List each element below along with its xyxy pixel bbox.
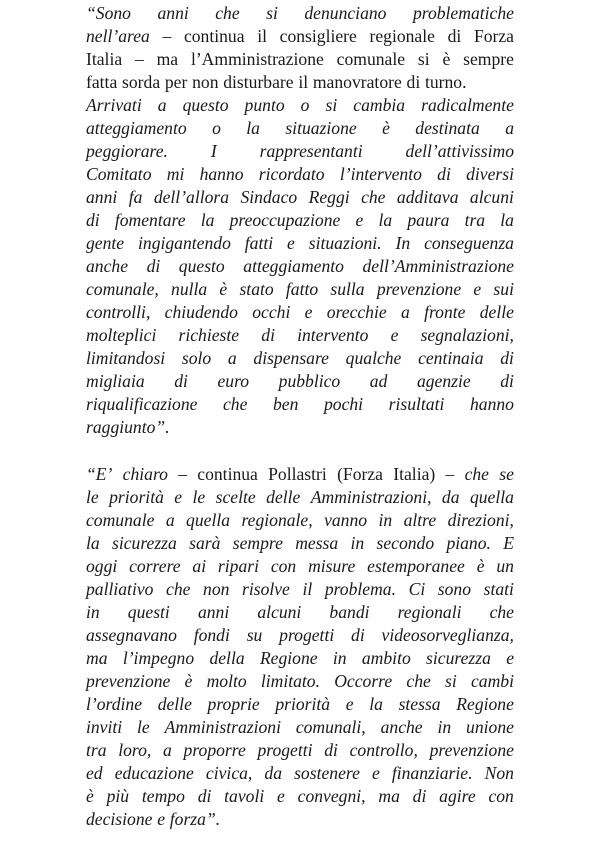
word: sempre	[463, 49, 514, 69]
word: pubblico	[278, 371, 341, 391]
word: –	[178, 464, 188, 484]
text-line	[86, 2, 514, 25]
word: progetti	[257, 740, 313, 760]
word: di	[146, 256, 161, 276]
text-line	[86, 762, 514, 785]
word: proporre	[183, 740, 246, 760]
word: –	[134, 49, 144, 69]
word: Reggi	[308, 187, 350, 207]
text-line	[86, 601, 514, 624]
word: ed	[86, 763, 103, 783]
word: fronte	[424, 302, 466, 322]
word: di	[500, 371, 514, 391]
paragraph-quote-2	[86, 463, 514, 831]
word: anche	[86, 256, 129, 276]
text-line	[86, 532, 514, 555]
word: regionale	[369, 26, 435, 46]
word: situazione	[285, 118, 357, 138]
word: che	[489, 602, 514, 622]
word: atteggiamento	[243, 256, 344, 276]
word: Arrivati	[86, 95, 142, 115]
word: che	[215, 3, 240, 23]
word: disturbare	[223, 72, 294, 92]
word: limitandosi	[86, 348, 166, 368]
word: un	[496, 556, 514, 576]
word: hanno	[469, 394, 514, 414]
text-line	[86, 163, 514, 186]
word: fa	[128, 187, 143, 207]
word: bandi	[329, 602, 370, 622]
word: radicalmente	[421, 95, 514, 115]
text-line	[86, 486, 514, 509]
word: occhi	[252, 302, 291, 322]
word: di	[500, 348, 514, 368]
word: Regione	[259, 648, 318, 668]
word: messa	[295, 533, 339, 553]
word: o	[212, 118, 221, 138]
word: delle	[266, 487, 301, 507]
word: forza”.	[169, 809, 221, 829]
word: limitato.	[260, 671, 320, 691]
word: tavoli	[224, 786, 265, 806]
word: Amministrazioni,	[310, 487, 432, 507]
word: di	[197, 786, 212, 806]
word: di	[261, 325, 275, 345]
word: il	[298, 72, 309, 92]
word: con	[270, 556, 297, 576]
word: le	[137, 717, 150, 737]
word: non	[203, 579, 230, 599]
word: e	[506, 648, 514, 668]
word: problema.	[324, 579, 396, 599]
word: di	[351, 625, 365, 645]
word: in	[86, 602, 100, 622]
word: Italia	[86, 49, 123, 69]
word: e	[355, 210, 364, 230]
word: inviti	[86, 717, 123, 737]
word: delle	[157, 694, 192, 714]
word: loro,	[118, 740, 152, 760]
word: ripari	[217, 556, 259, 576]
text-line	[86, 647, 514, 670]
word: da	[264, 763, 282, 783]
word: e	[287, 233, 295, 253]
word: In	[395, 233, 411, 253]
word: che	[166, 579, 191, 599]
word: si	[417, 49, 430, 69]
word: dispensare	[253, 348, 329, 368]
word: continua	[197, 464, 258, 484]
word: dell’Amministrazione	[362, 256, 514, 276]
word: regionale,	[241, 510, 313, 530]
word: orecchie	[326, 302, 387, 322]
text-line	[86, 347, 514, 370]
word: misure	[308, 556, 356, 576]
word: I	[210, 141, 217, 161]
word: riqualificazione	[86, 394, 198, 414]
word: cambi	[470, 671, 514, 691]
word: palliativo	[86, 579, 154, 599]
word: per	[164, 72, 188, 92]
word: molto	[206, 671, 247, 691]
word: è	[184, 671, 193, 691]
text-line	[86, 555, 514, 578]
word: l’Amministrazione	[190, 49, 324, 69]
word: di	[447, 26, 462, 46]
word: in	[332, 648, 347, 668]
word: la	[200, 210, 215, 230]
word: correre	[129, 556, 181, 576]
word: fondi	[193, 625, 230, 645]
word: tra	[86, 740, 107, 760]
text-line	[86, 808, 514, 831]
word: mi	[166, 164, 185, 184]
text-line	[86, 670, 514, 693]
word: sono	[437, 579, 472, 599]
word: sorda	[122, 72, 161, 92]
word: fatta	[86, 72, 118, 92]
word: e	[390, 325, 399, 345]
word: –	[445, 464, 455, 484]
word: decisione	[86, 809, 153, 829]
word: regionali	[397, 602, 462, 622]
word: in	[378, 510, 393, 530]
word: questo	[182, 95, 229, 115]
word: stato	[239, 279, 274, 299]
word: Italia)	[393, 464, 436, 484]
word: questo	[178, 256, 225, 276]
word: fomentare	[114, 210, 186, 230]
word: priorità	[275, 694, 331, 714]
word: priorità	[109, 487, 164, 507]
word: e	[304, 302, 313, 322]
word: pochi	[323, 394, 364, 414]
word: anni	[157, 3, 189, 23]
word: si	[445, 671, 457, 691]
word: E	[503, 533, 514, 553]
word: –	[162, 26, 172, 46]
word: atteggiamento	[86, 118, 187, 138]
word: prevenzione	[429, 740, 514, 760]
word: solo	[181, 348, 212, 368]
word: ai	[192, 556, 207, 576]
word: cambia	[353, 95, 406, 115]
word: le	[86, 487, 99, 507]
word: ma	[86, 648, 108, 668]
text-line	[86, 393, 514, 416]
word: e	[473, 279, 482, 299]
word: che	[406, 671, 431, 691]
word: alcuni	[257, 602, 302, 622]
word: o	[300, 95, 310, 115]
word: questi	[127, 602, 170, 622]
text-line	[86, 785, 514, 808]
word: se	[499, 464, 514, 484]
word: è	[382, 118, 390, 138]
word: conseguenza	[424, 233, 514, 253]
word: sicurezza	[111, 533, 177, 553]
word: controlli,	[86, 302, 151, 322]
word: è	[442, 49, 451, 69]
word: che	[361, 187, 386, 207]
word: “Sono	[86, 3, 131, 23]
word: problematiche	[412, 3, 514, 23]
word: denunciano	[304, 3, 387, 23]
word: secondo	[376, 533, 435, 553]
word: proprie	[207, 694, 260, 714]
word: tra	[464, 210, 486, 230]
word: continua	[183, 26, 245, 46]
text-line	[86, 232, 514, 255]
text-line	[86, 624, 514, 647]
word: sicurezza	[426, 648, 491, 668]
word: oggi	[86, 556, 118, 576]
word: ingigantendo	[138, 233, 231, 253]
word: agire	[439, 786, 476, 806]
word: prevenzione	[86, 671, 171, 691]
text-line	[86, 94, 514, 117]
word: alcuni	[469, 187, 514, 207]
word: risultati	[388, 394, 445, 414]
word: di	[412, 786, 427, 806]
text-line	[86, 739, 514, 762]
word: finanziarie.	[391, 763, 473, 783]
text-line	[86, 255, 514, 278]
word: “E’	[86, 464, 113, 484]
word: consigliere	[279, 26, 357, 46]
text-line	[86, 117, 514, 140]
word: anni	[86, 187, 118, 207]
word: peggiorare.	[86, 141, 168, 161]
word: si	[266, 3, 278, 23]
word: Regione	[456, 694, 514, 714]
word: Pollastri	[268, 464, 327, 484]
word: sui	[493, 279, 514, 299]
word: scelte	[215, 487, 256, 507]
word: Sindaco	[240, 187, 298, 207]
word: in	[350, 533, 365, 553]
word: ambito	[361, 648, 411, 668]
word: ben	[273, 394, 299, 414]
text-line	[86, 48, 514, 71]
word: situazioni.	[308, 233, 382, 253]
word: intervento	[297, 325, 369, 345]
word: della	[209, 648, 245, 668]
word: la	[369, 694, 383, 714]
word: preoccupazione	[229, 210, 341, 230]
word: stati	[483, 579, 514, 599]
word: a	[165, 510, 175, 530]
word: l’ordine	[86, 694, 143, 714]
word: e	[277, 786, 285, 806]
word: Forza	[473, 26, 514, 46]
word: di	[174, 371, 188, 391]
word: altre	[403, 510, 437, 530]
word: il	[302, 579, 313, 599]
word: di	[86, 210, 100, 230]
text-line	[86, 209, 514, 232]
word: chiudendo	[164, 302, 238, 322]
word: in	[437, 717, 452, 737]
word: segnalazioni,	[420, 325, 514, 345]
text-line	[86, 186, 514, 209]
word: quella	[469, 487, 514, 507]
word: che	[464, 464, 489, 484]
word: convegni,	[297, 786, 366, 806]
word: sulla	[330, 279, 365, 299]
word: manovratore	[312, 72, 402, 92]
word: chiaro	[122, 464, 168, 484]
word: educazione	[114, 763, 194, 783]
word: ad	[369, 371, 388, 391]
word: non	[192, 72, 219, 92]
word: stessa	[398, 694, 441, 714]
word: di	[324, 740, 338, 760]
word: e	[157, 809, 166, 829]
word: Occorre	[334, 671, 393, 691]
text-line	[86, 509, 514, 532]
word: Ci	[408, 579, 426, 599]
word: da	[441, 487, 460, 507]
word: ma	[378, 786, 400, 806]
word: raggiunto”.	[86, 417, 170, 437]
word: delle	[479, 302, 514, 322]
word: Non	[484, 763, 514, 783]
word: agenzie	[416, 371, 471, 391]
word: si	[325, 95, 338, 115]
text-line	[86, 416, 514, 439]
word: dell’attivissimo	[405, 141, 514, 161]
text-line	[86, 324, 514, 347]
word: sostenere	[294, 763, 360, 783]
word: il	[257, 26, 267, 46]
text-line	[86, 370, 514, 393]
word: dell’allora	[153, 187, 230, 207]
text-line	[86, 140, 514, 163]
word: sarà	[189, 533, 221, 553]
word: migliaia	[86, 371, 145, 391]
word: nell’area	[86, 26, 150, 46]
word: è	[476, 556, 485, 576]
word: su	[246, 625, 263, 645]
word: estemporanee	[367, 556, 465, 576]
word: centinaia	[418, 348, 484, 368]
text-line	[86, 716, 514, 739]
word: turno.	[424, 72, 467, 92]
text-line	[86, 693, 514, 716]
word: additava	[396, 187, 459, 207]
word: paura	[407, 210, 450, 230]
word: anni	[197, 602, 230, 622]
word: di	[406, 72, 421, 92]
word: e	[371, 763, 380, 783]
word: richieste	[178, 325, 240, 345]
word: e	[345, 694, 354, 714]
text-line	[86, 278, 514, 301]
word: quella	[186, 510, 231, 530]
word: molteplici	[86, 325, 157, 345]
word: a	[227, 348, 237, 368]
word: è	[219, 279, 228, 299]
word: qualche	[345, 348, 402, 368]
word: comunale	[86, 510, 155, 530]
word: ma	[156, 49, 179, 69]
word: di	[437, 164, 451, 184]
word: nulla	[171, 279, 208, 299]
word: con	[488, 786, 514, 806]
text-line	[86, 25, 514, 48]
text-line	[86, 578, 514, 601]
word: anche	[380, 717, 423, 737]
text-line	[86, 463, 514, 486]
word: la	[378, 210, 393, 230]
word: comunale	[336, 49, 406, 69]
word: l’impegno	[122, 648, 195, 668]
word: a	[400, 302, 410, 322]
word: e	[174, 487, 183, 507]
word: assegnavano	[86, 625, 177, 645]
word: tempo	[141, 786, 185, 806]
word: destinata	[415, 118, 480, 138]
word: la	[500, 210, 514, 230]
paragraph-quote-1	[86, 2, 514, 439]
word: la	[86, 533, 100, 553]
word: prevenzione	[376, 279, 462, 299]
word: risolve	[241, 579, 290, 599]
word: punto	[244, 95, 285, 115]
word: fatto	[285, 279, 319, 299]
word: gente	[86, 233, 125, 253]
word: (Forza	[337, 464, 383, 484]
word: sempre	[232, 533, 283, 553]
word: la	[246, 118, 260, 138]
word: civica,	[205, 763, 253, 783]
word: le	[192, 487, 206, 507]
word: rappresentanti	[259, 141, 363, 161]
word: videosorveglianza,	[381, 625, 514, 645]
word: Comitato	[86, 164, 152, 184]
word: diversi	[466, 164, 514, 184]
word: più	[106, 786, 130, 806]
word: ricordato	[258, 164, 325, 184]
word: a	[163, 740, 172, 760]
word: a	[505, 118, 514, 138]
text-line	[86, 301, 514, 324]
word: comunali,	[295, 717, 366, 737]
word: euro	[217, 371, 250, 391]
word: piano.	[446, 533, 491, 553]
word: unione	[466, 717, 514, 737]
word: è	[86, 786, 94, 806]
word: che	[223, 394, 248, 414]
word: fatti	[244, 233, 274, 253]
word: hanno	[199, 164, 244, 184]
text-line	[86, 71, 514, 94]
word: Amministrazioni	[164, 717, 281, 737]
word: l’intervento	[339, 164, 422, 184]
word: comunale,	[86, 279, 159, 299]
word: direzioni,	[447, 510, 514, 530]
word: progetti	[279, 625, 335, 645]
word: a	[157, 95, 167, 115]
word: vanno	[324, 510, 368, 530]
word: controllo,	[349, 740, 418, 760]
